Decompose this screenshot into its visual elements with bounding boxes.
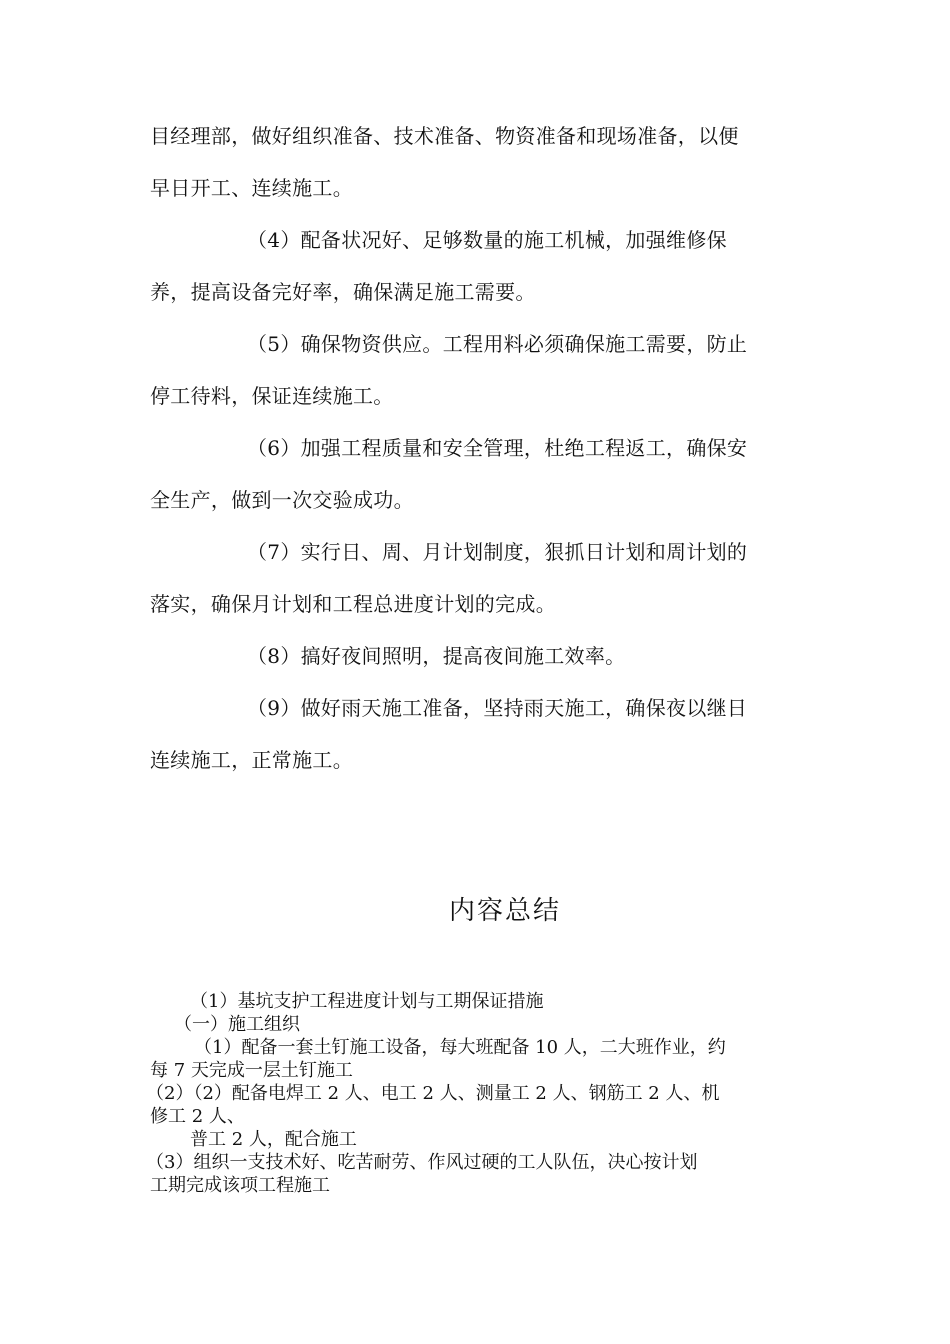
- body-line: 目经理部，做好组织准备、技术准备、物资准备和现场准备，以便: [150, 124, 739, 148]
- summary-line: （3）组织一支技术好、吃苦耐劳、作风过硬的工人队伍，决心按计划: [146, 1152, 698, 1173]
- summary-line: （1）基坑支护工程进度计划与工期保证措施: [190, 991, 544, 1012]
- summary-line: （2）（2）配备电焊工 2 人、电工 2 人、测量工 2 人、钢筋工 2 人、机: [146, 1083, 720, 1104]
- summary-text: [146, 990, 810, 1197]
- summary-title: 内容总结: [448, 896, 561, 926]
- summary-line: （1）配备一套土钉施工设备，每大班配备 10 人，二大班作业，约: [194, 1037, 726, 1058]
- body-line: 全生产，做到一次交验成功。: [150, 488, 414, 512]
- body-line: 养，提高设备完好率，确保满足施工需要。: [150, 280, 536, 304]
- body-line: （6）加强工程质量和安全管理，杜绝工程返工，确保安: [247, 436, 748, 460]
- body-line: （9）做好雨天施工准备，坚持雨天施工，确保夜以继日: [247, 696, 748, 720]
- body-line: （5）确保物资供应。工程用料必须确保施工需要，防止: [247, 332, 748, 356]
- body-line: 连续施工，正常施工。: [150, 748, 353, 772]
- body-text: [150, 110, 810, 786]
- summary-line: 工期完成该项工程施工: [150, 1175, 330, 1196]
- body-line: 落实，确保月计划和工程总进度计划的完成。: [150, 592, 556, 616]
- summary-line: 每 7 天完成一层土钉施工: [150, 1060, 353, 1081]
- body-line: 停工待料，保证连续施工。: [150, 384, 394, 408]
- body-line: 早日开工、连续施工。: [150, 176, 353, 200]
- body-line: （8）搞好夜间照明，提高夜间施工效率。: [247, 644, 626, 668]
- summary-line: （一）施工组织: [174, 1014, 300, 1035]
- summary-line: 修工 2 人、: [150, 1106, 245, 1127]
- body-line: （4）配备状况好、足够数量的施工机械，加强维修保: [247, 228, 727, 252]
- summary-line: 普工 2 人，配合施工: [190, 1129, 357, 1150]
- body-line: （7）实行日、周、月计划制度，狠抓日计划和周计划的: [247, 540, 748, 564]
